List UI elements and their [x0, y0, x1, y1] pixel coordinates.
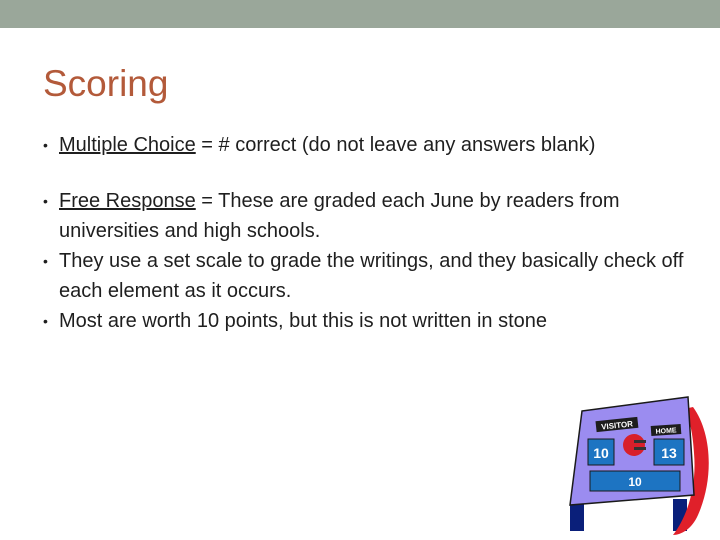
home-label: HOME: [655, 427, 677, 436]
bullet-list: [43, 130, 703, 336]
bullet-dot: •: [43, 313, 48, 329]
scoreboard-clipart: [560, 395, 715, 535]
slide-title: Scoring: [43, 63, 169, 104]
bullet-term: Multiple Choice: [59, 134, 196, 156]
bullet-dot: •: [43, 193, 48, 209]
bullet-item-scale: [43, 246, 703, 306]
bullet-item-points: [43, 306, 703, 336]
bullet-item-multiple-choice: [43, 130, 703, 160]
bullet-text: They use a set scale to grade the writings, and they basically check off each element as it occurs.: [59, 250, 684, 302]
bullet-text: Most are worth 10 points, but this is not written in stone: [59, 310, 548, 332]
bullet-dot: •: [43, 253, 48, 269]
top-accent-bar: [0, 0, 720, 28]
visitor-score: 10: [593, 445, 609, 461]
bullet-item-free-response: [43, 186, 703, 246]
bullet-text: = These are graded each June by readers from universities and high schools.: [59, 190, 620, 242]
home-score-display: [654, 439, 684, 465]
visitor-label: VISITOR: [600, 419, 634, 432]
bullet-dot: •: [43, 137, 48, 153]
home-score: 13: [661, 445, 677, 461]
center-display: [590, 471, 680, 491]
bullet-text: = # correct (do not leave any answers blank): [195, 134, 596, 156]
bullet-term: Free Response: [59, 190, 196, 212]
home-sign: [651, 424, 682, 436]
visitor-score-display: [588, 439, 614, 465]
center-digits: 10: [628, 475, 642, 489]
